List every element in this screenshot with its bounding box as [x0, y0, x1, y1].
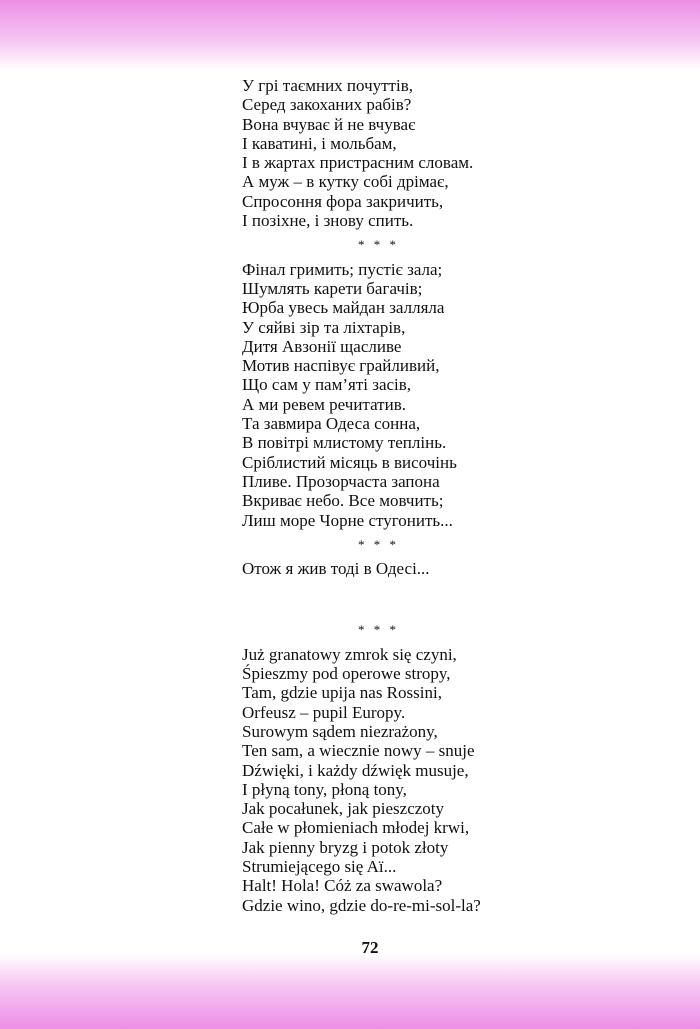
verse-line: Już granatowy zmrok się czyni,: [242, 644, 457, 664]
verse-line: Дитя Авзонії щасливе: [242, 336, 402, 356]
verse-line: Та завмира Одеса сонна,: [242, 414, 421, 434]
verse-line: Ten sam, a wiecznie nowy – snuje: [242, 741, 475, 761]
verse-line: Сріблистий місяць в височінь: [242, 452, 457, 472]
stanza-separator: * * *: [358, 622, 399, 638]
verse-line: Спросоння фора закричить,: [242, 191, 444, 211]
verse-line: Orfeusz – pupil Europy.: [242, 702, 406, 722]
verse-line: Surowym sądem niezrażony,: [242, 721, 438, 741]
verse-line: Що сам у пам’яті засів,: [242, 375, 412, 395]
stanza-separator: * * *: [358, 237, 399, 253]
poem-text: [242, 76, 542, 915]
verse-line: Вкриває небо. Все мовчить;: [242, 491, 444, 511]
stanza-3: [242, 559, 542, 578]
verse-line: Całe w płomieniach młodej krwi,: [242, 818, 470, 838]
verse-line: І каватині, і мольбам,: [242, 133, 397, 153]
verse-line: Jak pocałunek, jak pieszczoty: [242, 799, 445, 819]
stanza-2: [242, 260, 542, 530]
verse-line: Серед закоханих рабів?: [242, 95, 412, 115]
verse-line: Фінал гримить; пустіє зала;: [242, 259, 443, 279]
verse-line: Лиш море Чорне стугонить...: [242, 510, 453, 530]
verse-line: А ми ревем речитатив.: [242, 394, 406, 414]
verse-line: I płyną tony, płoną tony,: [242, 779, 407, 799]
stanza-4: [242, 645, 542, 915]
verse-line: А муж – в кутку собі дрімає,: [242, 172, 449, 192]
verse-line: Пливе. Прозорчаста запона: [242, 471, 440, 491]
verse-line: Halt! Hola! Cóż za swawola?: [242, 876, 443, 896]
verse-line: Śpieszmy pod operowe stropy,: [242, 664, 451, 684]
verse-line: Вона вчуває й не вчуває: [242, 114, 416, 134]
verse-line: Jak pienny bryzg i potok złoty: [242, 837, 449, 857]
verse-line: У грі таємних почуттів,: [242, 76, 413, 95]
verse-line: І позіхне, і знову спить.: [242, 211, 414, 231]
verse-line: У сяйві зір та ліхтарів,: [242, 317, 406, 337]
verse-line: Шумлять карети багачів;: [242, 278, 423, 298]
verse-line: І в жартах пристрасним словам.: [242, 153, 474, 173]
page-number: 72: [361, 938, 379, 957]
verse-line: Юрба увесь майдан залляла: [242, 298, 445, 318]
verse-line: Gdzie wino, gdzie do-re-mi-sol-la?: [242, 895, 481, 915]
stanza-1: [242, 76, 542, 230]
top-decorative-band: [0, 0, 700, 70]
verse-line: Strumiejącego się Aï...: [242, 856, 397, 876]
verse-line: Отож я жив тоді в Одесі...: [242, 559, 430, 579]
verse-line: Мотив наспівує грайливий,: [242, 356, 440, 376]
verse-line: Dźwięki, i każdy dźwięk musuje,: [242, 760, 469, 780]
bottom-decorative-band: [0, 954, 700, 1029]
stanza-separator: * * *: [358, 536, 399, 552]
verse-line: В повітрі млистому теплінь.: [242, 433, 447, 453]
verse-line: Tam, gdzie upija nas Rossini,: [242, 683, 442, 703]
